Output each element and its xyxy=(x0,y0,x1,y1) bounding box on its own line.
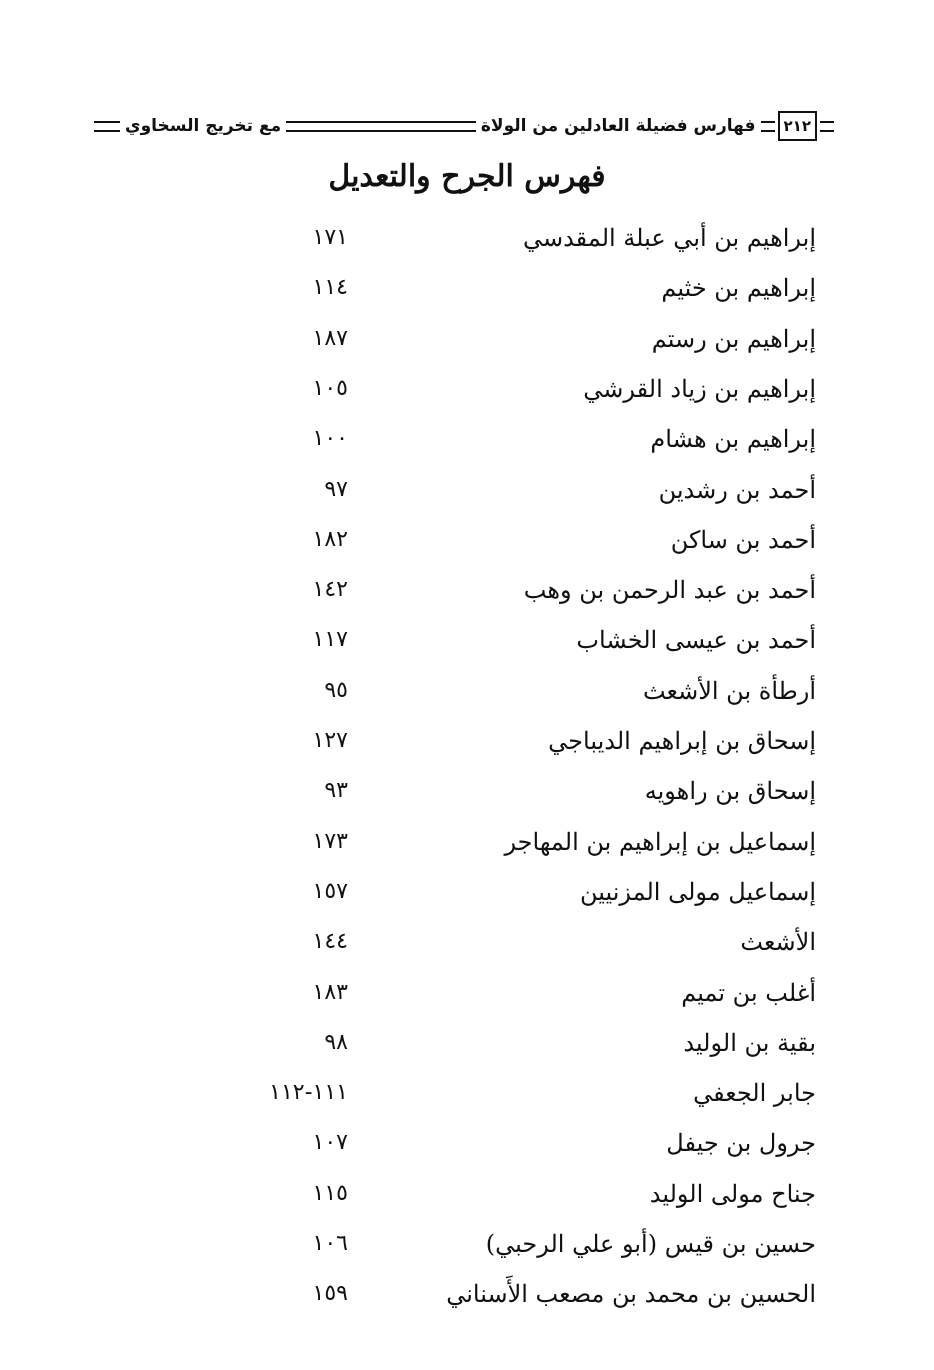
entry-page-number: ٩٧ xyxy=(324,476,348,502)
page-title-text: فهرس الجرح والتعديل xyxy=(328,159,606,194)
index-entry xyxy=(0,922,934,962)
entry-page-number: ١٤٢ xyxy=(312,577,348,603)
index-entry xyxy=(0,620,934,660)
index-entry xyxy=(0,721,934,761)
header-rule xyxy=(286,121,476,132)
entry-page-number: ١٤٤ xyxy=(312,929,348,955)
entry-page-number: ١٠٧ xyxy=(312,1130,348,1156)
index-entry xyxy=(0,771,934,811)
entry-name: أرطأة بن الأشعث xyxy=(642,676,816,705)
index-entry xyxy=(0,1023,934,1063)
entry-name: جرول بن جيفل xyxy=(666,1129,816,1158)
index-entry xyxy=(0,319,934,359)
entry-name: إبراهيم بن زياد القرشي xyxy=(583,374,816,403)
entry-name: إبراهيم بن أبي عبلة المقدسي xyxy=(522,224,816,252)
entry-page-number: ١٧١ xyxy=(312,225,348,250)
page-title xyxy=(0,152,934,202)
entry-page-number: ١٨٢ xyxy=(312,526,348,552)
entry-page-number: ٩٥ xyxy=(324,677,348,703)
entry-page-number: ١١٧ xyxy=(312,627,348,653)
header-rule xyxy=(761,121,775,132)
entry-page-number: ١٨٧ xyxy=(312,325,348,351)
header-rule xyxy=(94,121,120,132)
entry-name: جناح مولى الوليد xyxy=(649,1179,816,1208)
index-entry xyxy=(0,872,934,912)
entry-page-number: ٩٨ xyxy=(324,1029,348,1055)
entry-page-number: ١٥٩ xyxy=(312,1281,348,1307)
entry-name: أحمد بن ساكن xyxy=(670,525,816,554)
entry-name: أحمد بن عبد الرحمن بن وهب xyxy=(523,576,816,605)
index-entry xyxy=(0,520,934,560)
index-entry xyxy=(0,1224,934,1264)
index-entry xyxy=(0,671,934,711)
entry-page-number: ١٨٣ xyxy=(312,979,348,1005)
entry-page-number: ١٠٥ xyxy=(312,375,348,401)
index-entry xyxy=(0,419,934,459)
index-entry xyxy=(0,1174,934,1214)
entry-page-number: ١٠٠ xyxy=(312,426,348,452)
entry-name: حسين بن قيس (أبو علي الرحبي) xyxy=(485,1230,816,1258)
index-entry xyxy=(0,1123,934,1163)
index-entry xyxy=(0,1274,934,1314)
index-entry xyxy=(0,973,934,1013)
header-rule xyxy=(820,121,834,132)
entry-page-number: ٩٣ xyxy=(324,778,348,804)
index-entry xyxy=(0,1073,934,1113)
index-entry xyxy=(0,822,934,862)
entry-name: أحمد بن رشدين xyxy=(658,475,816,504)
entry-name: أحمد بن عيسى الخشاب xyxy=(576,626,816,655)
entry-name: إسحاق بن راهويه xyxy=(644,777,816,806)
page-number: ٢١٢ xyxy=(778,111,817,141)
entry-name: إبراهيم بن هشام xyxy=(650,425,816,454)
entry-name: الحسين بن محمد بن مصعب الأَسناني xyxy=(446,1280,816,1309)
entry-name: إسماعيل مولى المزنيين xyxy=(579,877,816,906)
index-entry xyxy=(0,470,934,510)
entry-page-number: ١١١-١١٢ xyxy=(269,1080,348,1106)
header-index-title: فهارس فضيلة العادلين من الولاة xyxy=(480,116,756,136)
index-entry xyxy=(0,218,934,258)
entry-page-number: ١٠٦ xyxy=(312,1231,348,1256)
index-entry xyxy=(0,268,934,308)
entry-page-number: ١١٤ xyxy=(312,275,348,301)
entry-name: إبراهيم بن خثيم xyxy=(661,274,816,303)
header-book-title: مع تخريج السخاوي xyxy=(125,116,282,136)
entry-name: إسماعيل بن إبراهيم بن المهاجر xyxy=(504,827,816,856)
entry-name: بقية بن الوليد xyxy=(683,1028,816,1057)
index-entry xyxy=(0,369,934,409)
entry-name: جابر الجعفي xyxy=(693,1079,816,1108)
entry-name: إبراهيم بن رستم xyxy=(651,324,816,353)
entry-name: الأشعث xyxy=(740,928,816,957)
entry-page-number: ١٢٧ xyxy=(312,728,348,753)
entry-name: إسحاق بن إبراهيم الديباجي xyxy=(548,727,816,755)
entry-page-number: ١٥٧ xyxy=(312,878,348,904)
entry-page-number: ١١٥ xyxy=(312,1180,348,1206)
entry-page-number: ١٧٣ xyxy=(312,828,348,854)
entry-name: أغلب بن تميم xyxy=(681,978,816,1007)
running-header xyxy=(94,108,834,144)
index-entry xyxy=(0,570,934,610)
